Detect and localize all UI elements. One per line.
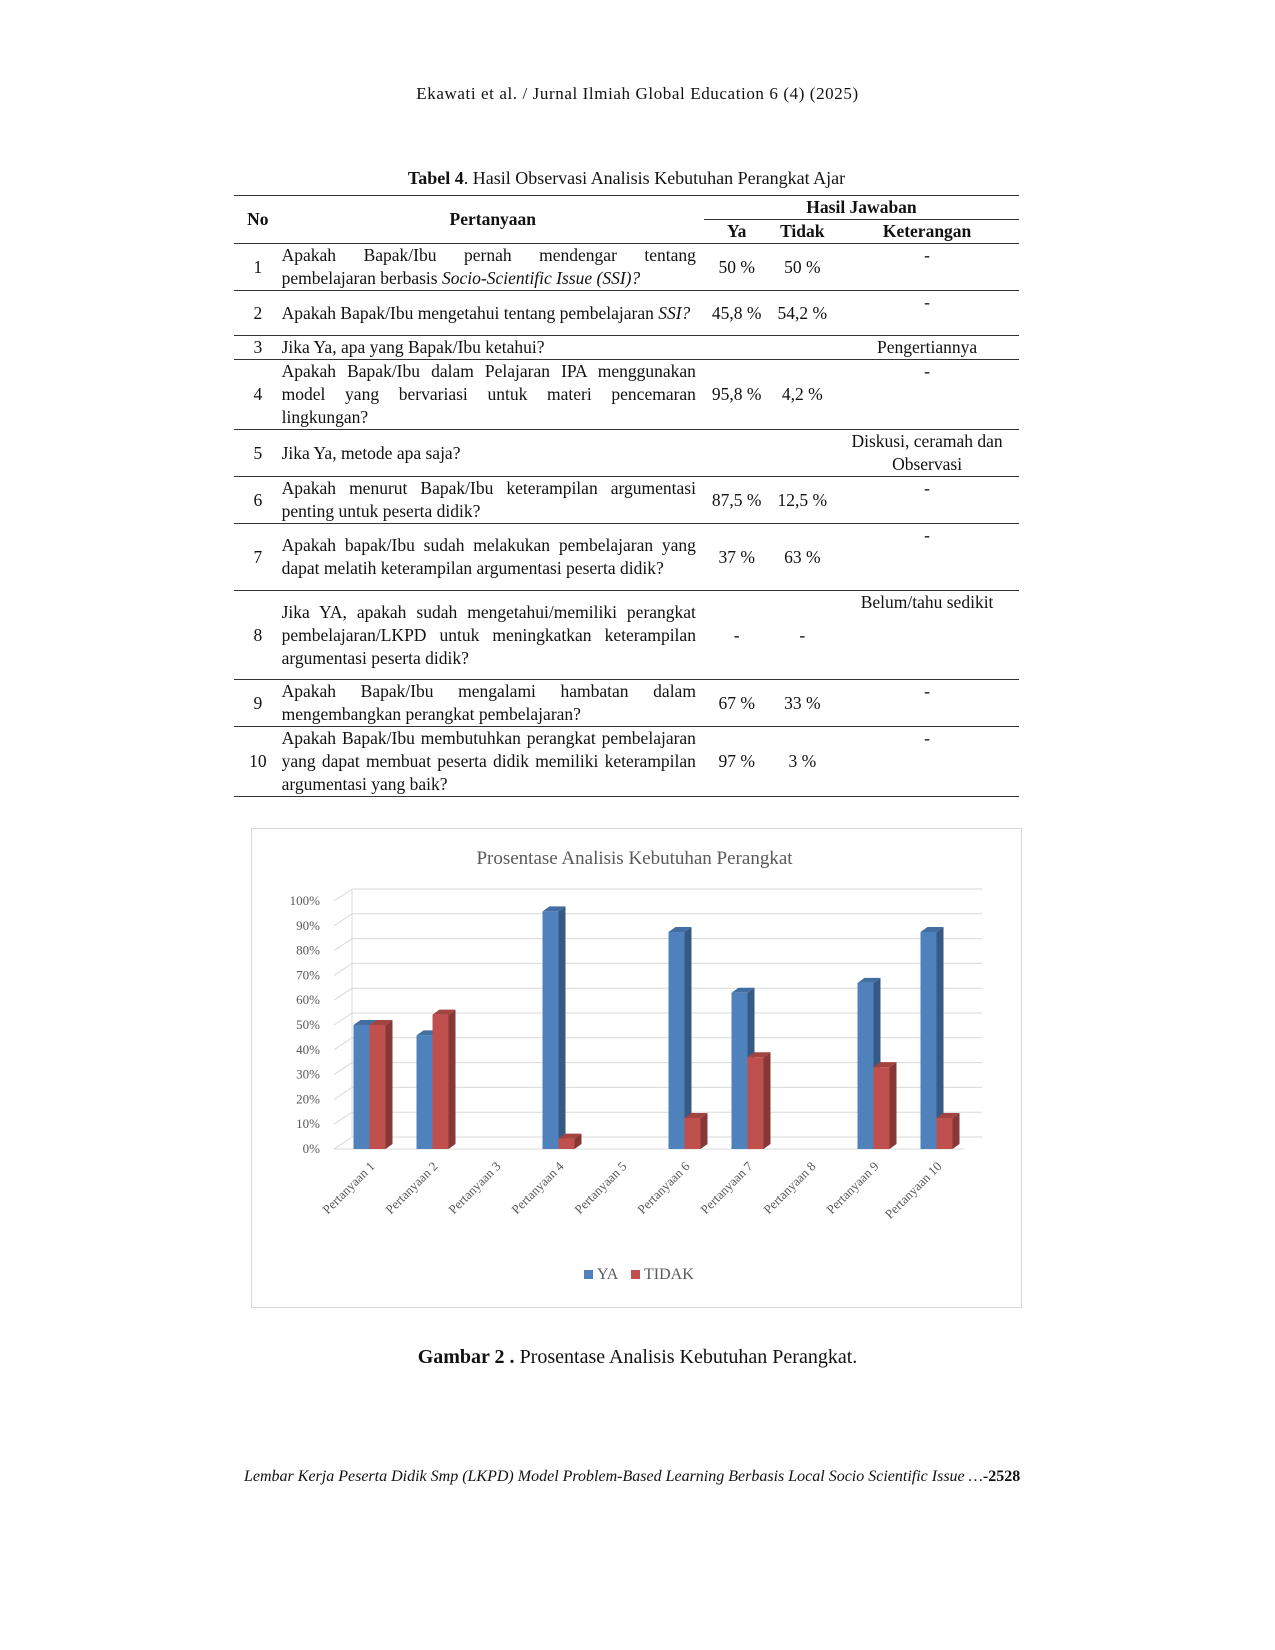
bar-ya <box>921 932 937 1149</box>
y-tick-label: 0% <box>302 1141 320 1156</box>
question-emphasis: SSI? <box>658 302 691 323</box>
row-number: 6 <box>234 477 282 524</box>
row-keterangan: - <box>835 360 1019 430</box>
row-number: 3 <box>234 336 282 360</box>
row-tidak-value <box>769 336 835 360</box>
bar-side <box>449 1010 456 1149</box>
row-tidak-value: 33 % <box>769 680 835 727</box>
row-keterangan: - <box>835 524 1019 591</box>
bar-tidak <box>685 1118 701 1149</box>
table-row <box>234 244 1019 291</box>
header-tidak: Tidak <box>769 220 835 244</box>
question-text: Apakah Bapak/Ibu mengalami hambatan dalam mengembangkan perangkat pembelajaran? <box>281 681 696 724</box>
observation-table <box>234 195 1019 797</box>
question-text: Apakah menurut Bapak/Ibu keterampilan argumentasi penting untuk peserta didik? <box>281 478 696 521</box>
question-text: Jika Ya, metode apa saja? <box>281 442 461 463</box>
row-question <box>282 244 704 291</box>
chart-figure <box>251 828 1022 1308</box>
y-tick-label: 100% <box>289 893 320 908</box>
question-text: Jika YA, apakah sudah mengetahui/memiliki perangkat pembelajaran/LKPD untuk meningkatkan keterampilan argumentasi peserta didik? <box>281 601 696 668</box>
y-tick-label: 30% <box>296 1066 320 1082</box>
row-ya-value: 67 % <box>704 680 770 727</box>
header-ya: Ya <box>704 220 770 244</box>
row-tidak-value: - <box>769 591 835 680</box>
gridline-side <box>334 1112 352 1124</box>
row-ya-value: 37 % <box>704 524 770 591</box>
row-question <box>282 291 704 336</box>
row-tidak-value: 12,5 % <box>769 477 835 524</box>
row-ya-value: 95,8 % <box>704 360 770 430</box>
question-text: Apakah bapak/Ibu sudah melakukan pembelajaran yang dapat melatih keterampilan argumentasi peserta didik? <box>281 535 696 578</box>
gridline-side <box>334 939 352 951</box>
footer-title: Lembar Kerja Peserta Didik Smp (LKPD) Model Problem-Based Learning Berbasis Local Socio Scientific Issue … <box>244 1468 983 1485</box>
row-tidak-value: 50 % <box>769 244 835 291</box>
row-ya-value: 97 % <box>704 727 770 797</box>
legend-label-tidak: TIDAK <box>644 1266 694 1283</box>
table-caption-text: . Hasil Observasi Analisis Kebutuhan Perangkat Ajar <box>463 168 846 188</box>
row-question <box>282 430 704 477</box>
row-number: 9 <box>234 680 282 727</box>
row-question <box>282 727 704 797</box>
chart-title: Prosentase Analisis Kebutuhan Perangkat <box>476 848 793 869</box>
bar-side <box>386 1020 393 1149</box>
bar-side <box>890 1062 897 1149</box>
bar-tidak <box>874 1067 890 1149</box>
row-number: 4 <box>234 360 282 430</box>
gridline-side <box>334 1137 352 1149</box>
x-tick-label: Pertanyaan 1 <box>319 1158 378 1217</box>
bar-ya <box>354 1025 370 1149</box>
x-tick-label: Pertanyaan 7 <box>697 1158 756 1217</box>
row-ya-value: 50 % <box>704 244 770 291</box>
row-ya-value: - <box>704 591 770 680</box>
table-row <box>234 524 1019 591</box>
page-footer <box>244 1468 1020 1486</box>
gridline-side <box>334 1013 352 1025</box>
table-row <box>234 680 1019 727</box>
x-tick-label: Pertanyaan 3 <box>445 1158 504 1217</box>
legend-swatch-tidak <box>631 1270 640 1279</box>
legend-label-ya: YA <box>597 1266 619 1283</box>
figure-caption-label: Gambar 2 . <box>417 1346 515 1368</box>
legend-swatch-ya <box>584 1270 593 1279</box>
x-tick-label: Pertanyaan 6 <box>634 1158 693 1217</box>
gridline-side <box>334 914 352 926</box>
y-tick-label: 20% <box>296 1091 320 1107</box>
row-tidak-value: 3 % <box>769 727 835 797</box>
y-tick-label: 90% <box>296 917 320 933</box>
y-tick-label: 10% <box>296 1116 320 1132</box>
bar-tidak <box>370 1025 386 1149</box>
gridline-side <box>334 1038 352 1050</box>
row-ya-value <box>704 430 770 477</box>
table-row <box>234 336 1019 360</box>
bar-ya <box>417 1035 433 1149</box>
table-caption-label: Tabel 4 <box>407 168 464 188</box>
row-keterangan: - <box>835 680 1019 727</box>
row-number: 2 <box>234 291 282 336</box>
bar-side <box>764 1052 771 1149</box>
header-no: No <box>234 196 282 244</box>
bar-ya <box>858 983 874 1149</box>
bar-tidak <box>433 1015 449 1149</box>
y-tick-label: 70% <box>296 967 320 983</box>
y-tick-label: 60% <box>296 992 320 1008</box>
row-keterangan: - <box>835 477 1019 524</box>
header-pertanyaan: Pertanyaan <box>282 196 704 244</box>
table-row <box>234 360 1019 430</box>
question-text: Apakah Bapak/Ibu dalam Pelajaran IPA menggunakan model yang bervariasi untuk materi pencemaran lingkungan? <box>281 361 696 427</box>
row-keterangan: - <box>835 291 1019 336</box>
table-row <box>234 430 1019 477</box>
row-number: 1 <box>234 244 282 291</box>
row-tidak-value: 4,2 % <box>769 360 835 430</box>
x-tick-label: Pertanyaan 8 <box>760 1158 819 1217</box>
x-tick-label: Pertanyaan 5 <box>571 1158 630 1217</box>
row-number: 8 <box>234 591 282 680</box>
row-question <box>282 524 704 591</box>
gridline-side <box>334 963 352 975</box>
question-text: Apakah Bapak/Ibu pernah mendengar tentang pembelajaran berbasis <box>281 245 696 288</box>
y-tick-label: 50% <box>296 1017 320 1032</box>
bar-side <box>701 1113 708 1149</box>
bar-side <box>953 1113 960 1149</box>
x-tick-label: Pertanyaan 10 <box>881 1158 945 1222</box>
bar-chart <box>252 829 1021 1307</box>
question-text: Jika Ya, apa yang Bapak/Ibu ketahui? <box>281 337 545 357</box>
gridline-side <box>334 988 352 1000</box>
table-row <box>234 727 1019 797</box>
y-tick-label: 80% <box>296 942 320 958</box>
gridline-side <box>334 1063 352 1075</box>
table-caption <box>234 168 1019 189</box>
row-number: 5 <box>234 430 282 477</box>
row-question <box>282 477 704 524</box>
question-emphasis: Socio-Scientific Issue (SSI)? <box>441 268 641 288</box>
gridline-side <box>334 1087 352 1099</box>
row-keterangan: - <box>835 244 1019 291</box>
page-number: -2528 <box>982 1468 1021 1485</box>
figure-caption-text: Prosentase Analisis Kebutuhan Perangkat. <box>514 1346 858 1368</box>
row-number: 7 <box>234 524 282 591</box>
bar-side <box>559 906 566 1149</box>
row-keterangan: Diskusi, ceramah dan Observasi <box>835 430 1019 477</box>
running-header: Ekawati et al. / Jurnal Ilmiah Global Education 6 (4) (2025) <box>416 84 859 103</box>
row-keterangan: - <box>835 727 1019 797</box>
row-ya-value <box>704 336 770 360</box>
bar-ya <box>669 932 685 1149</box>
bar-ya <box>732 993 748 1149</box>
bar-tidak <box>748 1057 764 1149</box>
row-question <box>282 591 704 680</box>
y-tick-label: 40% <box>296 1041 320 1057</box>
gridline-side <box>334 889 352 901</box>
figure-caption <box>0 1346 1275 1369</box>
bar-tidak <box>937 1118 953 1149</box>
row-tidak-value: 63 % <box>769 524 835 591</box>
row-question <box>282 336 704 360</box>
x-tick-label: Pertanyaan 9 <box>823 1158 882 1217</box>
row-question <box>282 360 704 430</box>
x-tick-label: Pertanyaan 2 <box>382 1158 441 1217</box>
table-row <box>234 477 1019 524</box>
row-number: 10 <box>234 727 282 797</box>
table-row <box>234 591 1019 680</box>
bar-ya <box>543 911 559 1149</box>
row-keterangan: Belum/tahu sedikit <box>835 591 1019 680</box>
row-tidak-value: 54,2 % <box>769 291 835 336</box>
question-text: Apakah Bapak/Ibu membutuhkan perangkat pembelajaran yang dapat membuat peserta didik memiliki keterampilan argumentasi yang baik? <box>281 728 696 794</box>
header-hasil-jawaban: Hasil Jawaban <box>704 196 1019 220</box>
row-ya-value: 87,5 % <box>704 477 770 524</box>
row-tidak-value <box>769 430 835 477</box>
header-keterangan: Keterangan <box>835 220 1019 244</box>
row-keterangan: Pengertiannya <box>835 336 1019 360</box>
question-text: Apakah Bapak/Ibu mengetahui tentang pembelajaran <box>281 302 659 323</box>
bar-tidak <box>559 1139 575 1149</box>
row-ya-value: 45,8 % <box>704 291 770 336</box>
row-question <box>282 680 704 727</box>
table-row <box>234 291 1019 336</box>
x-tick-label: Pertanyaan 4 <box>508 1158 567 1217</box>
